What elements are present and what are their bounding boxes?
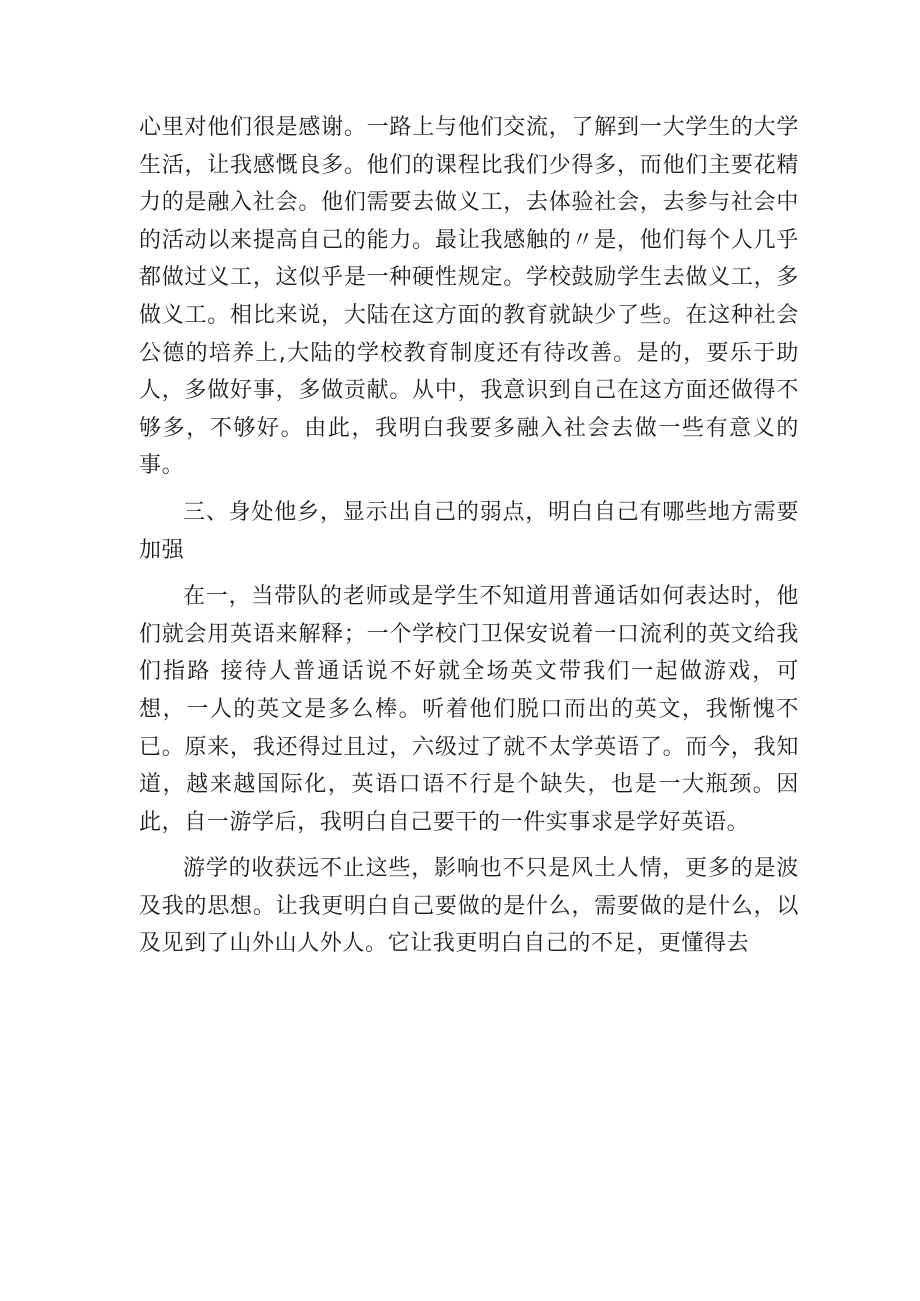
paragraph-study-tour-gains: 游学的收获远不止这些，影响也不只是风土人情，更多的是波及我的思想。让我更明白自己要做的是什么，需要做的是什么，以及见到了山外山人外人。它让我更明白自己的不足，更懂得去 bbox=[139, 856, 799, 957]
paragraph-english-reflection: 在一，当带队的老师或是学生不知道用普通话如何表达时，他们就会用英语来解释；一个学校门卫保安说着一口流利的英文给我们指路 接待人普通话说不好就全场英文带我们一起做游戏，可想，一人的英文是多么棒。听着他们脱口而出的英文，我惭愧不已。原来，我还得过且过，六级过了就不太学英语了。而今，我知道，越来越国际化，英语口语不行是个缺失，也是一大瓶颈。因此，自一游学后，我明白自己要干的一件实事求是学好英语。 bbox=[139, 584, 799, 835]
document-body bbox=[139, 109, 799, 963]
section-heading-weaknesses: 三、身处他乡，显示出自己的弱点，明白自己有哪些地方需要加强 bbox=[139, 499, 799, 563]
paragraph-volunteer-reflection: 心里对他们很是感谢。一路上与他们交流，了解到一大学生的大学生活，让我感慨良多。他们的课程比我们少得多，而他们主要花精力的是融入社会。他们需要去做义工，去体验社会，去参与社会中的活动以来提高自己的能力。最让我感触的〃是，他们每个人几乎都做过义工，这似乎是一种硬性规定。学校鼓励学生去做义工，多做义工。相比来说，大陆在这方面的教育就缺少了些。在这种社会公德的培养上,大陆的学校教育制度还有待改善。是的，要乐于助人，多做好事，多做贡献。从中，我意识到自己在这方面还做得不够多，不够好。由此，我明白我要多融入社会去做一些有意义的事。 bbox=[139, 115, 799, 479]
